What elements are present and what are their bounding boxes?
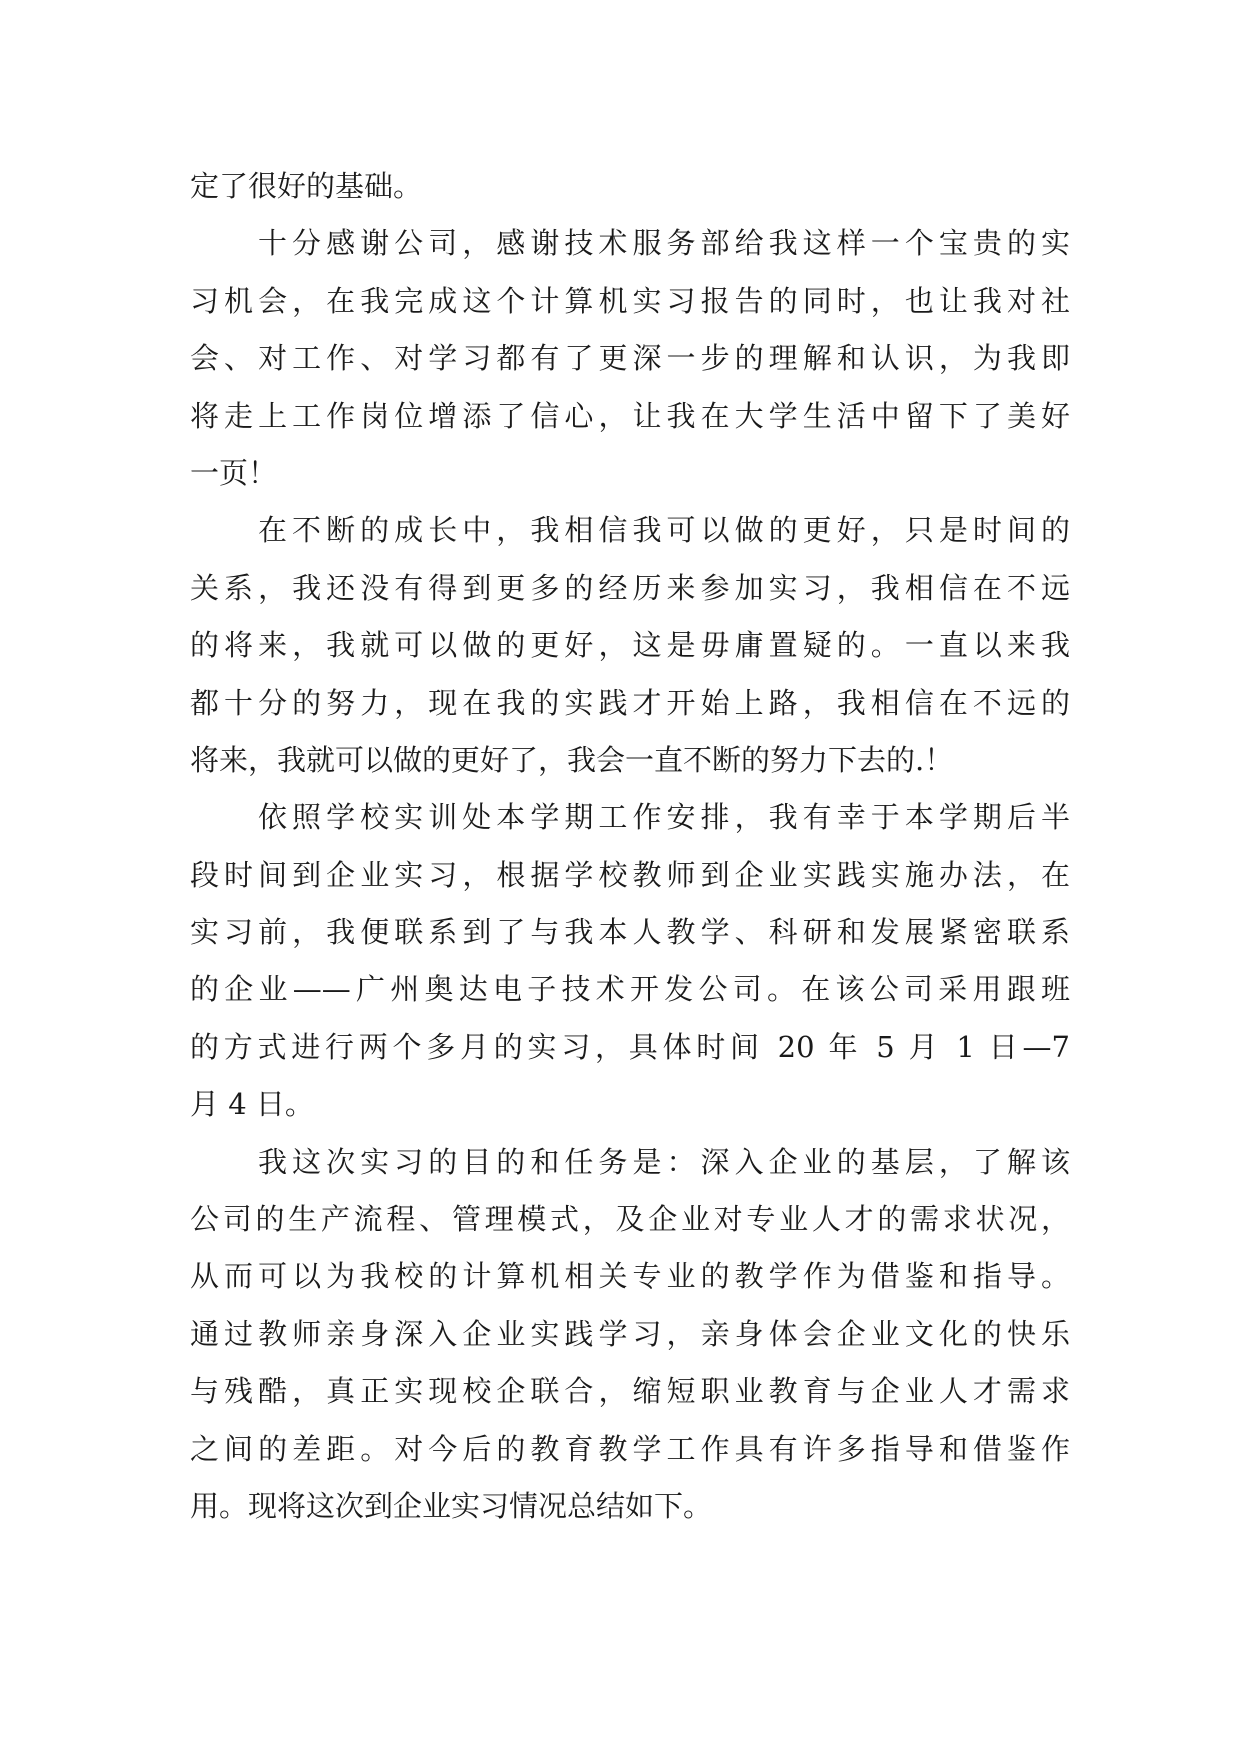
text-line: 的企业——广州奥达电子技术开发公司。在该公司采用跟班 [190,972,1070,1007]
text-line: 与残酷，真正实现校企联合，缩短职业教育与企业人才需求 [190,1374,1070,1409]
text-line: 关系，我还没有得到更多的经历来参加实习，我相信在不远 [190,570,1070,605]
text-line: 段时间到企业实习，根据学校教师到企业实践实施办法，在 [190,857,1070,892]
document-body [190,158,1070,1535]
text-line: 的将来，我就可以做的更好，这是毋庸置疑的。一直以来我 [190,628,1070,663]
text-line: 依照学校实训处本学期工作安排，我有幸于本学期后半 [258,800,1070,835]
text-line: 习机会，在我完成这个计算机实习报告的同时，也让我对社 [190,283,1070,318]
text-line: 我这次实习的目的和任务是：深入企业的基层，了解该 [258,1144,1070,1179]
paragraph [190,1134,1070,1536]
text-line: 在不断的成长中，我相信我可以做的更好，只是时间的 [258,513,1070,548]
text-line: 月 4 日。 [190,1087,314,1122]
paragraph [190,215,1070,502]
text-line: 一页！ [190,455,278,490]
text-line: 通过教师亲身深入企业实践学习，亲身体会企业文化的快乐 [190,1316,1070,1351]
text-line: 十分感谢公司，感谢技术服务部给我这样一个宝贵的实 [258,226,1070,261]
text-line: 之间的差距。对今后的教育教学工作具有许多指导和借鉴作 [190,1431,1070,1466]
text-line: 从而可以为我校的计算机相关专业的教学作为借鉴和指导。 [190,1259,1070,1294]
text-line: 会、对工作、对学习都有了更深一步的理解和认识，为我即 [190,341,1070,376]
text-line: 用。现将这次到企业实习情况总结如下。 [190,1488,713,1523]
paragraph [190,789,1070,1133]
text-line: 将来，我就可以做的更好了，我会一直不断的努力下去的.！ [190,742,954,777]
text-line: 定了很好的基础。 [190,169,423,203]
text-line: 的方式进行两个多月的实习，具体时间 20 年 5 月 1 日—7 [190,1029,1070,1064]
text-line: 实习前，我便联系到了与我本人教学、科研和发展紧密联系 [190,915,1070,950]
text-line: 公司的生产流程、管理模式，及企业对专业人才的需求状况， [190,1202,1070,1237]
paragraph [190,502,1070,789]
text-line: 都十分的努力，现在我的实践才开始上路，我相信在不远的 [190,685,1070,720]
text-line: 将走上工作岗位增添了信心，让我在大学生活中留下了美好 [190,398,1070,433]
paragraph [190,158,1070,215]
